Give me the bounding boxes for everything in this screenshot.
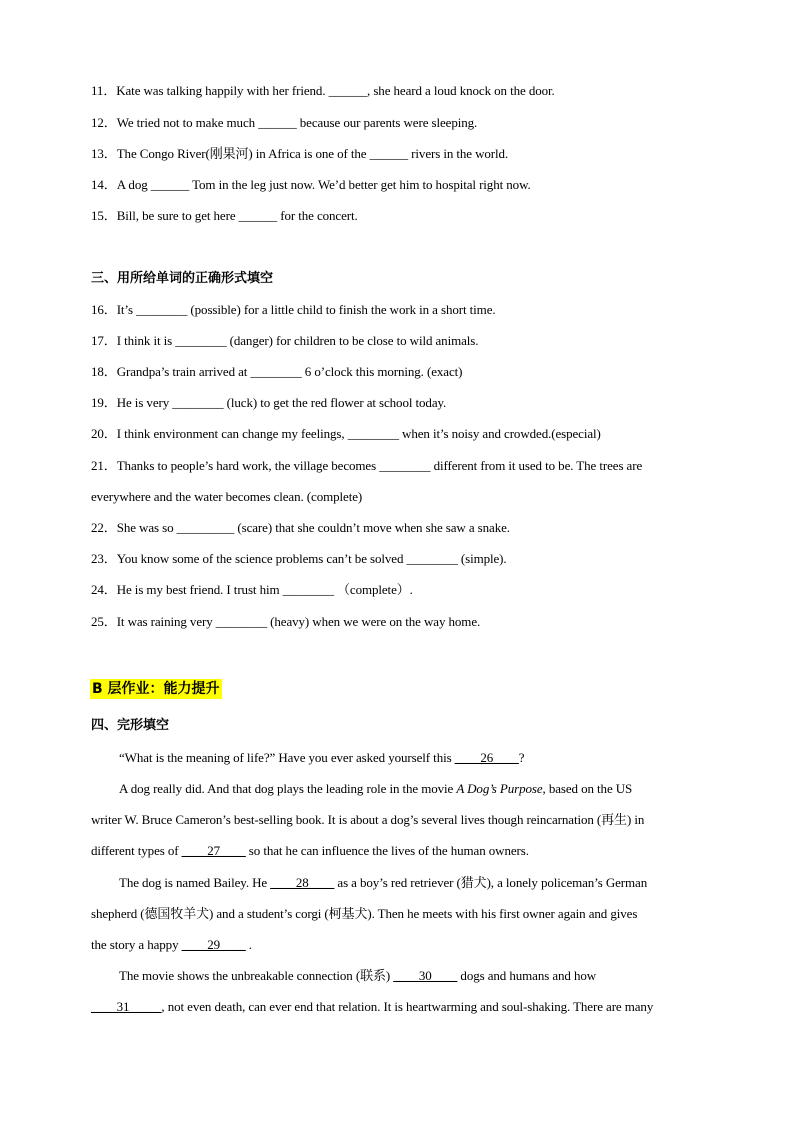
cloze-line-3: writer W. Bruce Cameron’s best-selling book. It is about a dog’s several lives though reincarnation (再生) in: [91, 812, 645, 827]
cloze-blank-26[interactable]: ____26____: [454, 750, 519, 765]
cloze-blank-30[interactable]: ____30____: [393, 968, 458, 983]
question-number: 14．: [91, 177, 117, 192]
level-b-title: B 层作业：能力提升: [92, 681, 220, 697]
question-number: 21．: [91, 458, 117, 473]
question-text: Tom in the leg just now. We’d better get him to hospital right now.: [189, 177, 531, 192]
question-text: (danger) for children to be close to wild animals.: [226, 333, 479, 348]
question-text: I think environment can change my feelings,: [116, 426, 348, 441]
question-number: 23．: [91, 551, 117, 566]
question-text: (heavy) when we were on the way home.: [267, 614, 481, 629]
question-text: (luck) to get the red flower at school today.: [223, 395, 447, 410]
question-number: 16．: [91, 302, 117, 317]
question-text: He is very: [116, 395, 173, 410]
answer-blank[interactable]: ________: [282, 582, 334, 597]
cloze-blank-28[interactable]: ____28____: [270, 875, 335, 890]
question-line: [91, 364, 462, 380]
question-number: 17．: [91, 333, 117, 348]
question-text: for the concert.: [277, 208, 358, 223]
answer-blank[interactable]: ______: [369, 146, 409, 161]
question-number: 11．: [91, 83, 117, 98]
cloze-blank-27[interactable]: ____27____: [181, 843, 246, 858]
cloze-line-7: the story a happy ____29____ .: [91, 937, 252, 952]
cloze-line-1: “What is the meaning of life?” Have you ever asked yourself this ____26____?: [119, 750, 525, 765]
answer-blank[interactable]: ________: [347, 426, 399, 441]
question-line: [91, 115, 477, 131]
question-number: 20．: [91, 426, 117, 441]
cloze-blank-29[interactable]: ____29____: [181, 937, 246, 952]
section-4-title: 四、完形填空: [91, 718, 170, 733]
question-line: [91, 302, 496, 318]
question-number: 15．: [91, 208, 117, 223]
answer-blank[interactable]: ______: [258, 115, 297, 130]
question-line: [91, 395, 446, 411]
answer-blank[interactable]: ________: [250, 364, 302, 379]
question-text: (scare) that she couldn’t move when she saw a snake.: [234, 520, 510, 535]
cloze-blank-31[interactable]: ____31_____: [91, 999, 162, 1014]
cloze-line-6: shepherd (德国牧羊犬) and a student’s corgi (柯基犬). Then he meets with his first owner again and gives: [91, 906, 638, 921]
question-text: different from it used to be. The trees are: [430, 458, 643, 473]
answer-blank[interactable]: _________: [176, 520, 235, 535]
question-text: (simple).: [457, 551, 507, 566]
answer-blank[interactable]: ________: [379, 458, 431, 473]
question-line: [91, 426, 601, 442]
question-line: [91, 208, 358, 224]
question-text: He is my best friend. I trust him: [116, 582, 283, 597]
answer-blank[interactable]: ________: [136, 302, 188, 317]
question-text: Bill, be sure to get here: [116, 208, 239, 223]
answer-blank[interactable]: ________: [215, 614, 267, 629]
movie-title: A Dog’s Purpose: [456, 781, 543, 796]
question-line: [91, 177, 531, 193]
question-text: because our parents were sleeping.: [296, 115, 478, 130]
question-text: everywhere and the water becomes clean. (complete): [91, 489, 363, 504]
question-text: （complete）.: [333, 582, 413, 597]
question-text: You know some of the science problems can’t be solved: [116, 551, 407, 566]
cloze-line-4: different types of ____27____ so that he can influence the lives of the human owners.: [91, 843, 529, 858]
question-text: Kate was talking happily with her friend.: [116, 83, 329, 98]
answer-blank[interactable]: ______: [238, 208, 278, 223]
cloze-line-8: The movie shows the unbreakable connection (联系) ____30____ dogs and humans and how: [119, 968, 597, 983]
question-text: Grandpa’s train arrived at: [116, 364, 251, 379]
question-line: [91, 520, 510, 536]
question-line: [91, 614, 480, 630]
question-text: I think it is: [116, 333, 176, 348]
question-text: rivers in the world.: [408, 146, 509, 161]
question-number: 12．: [91, 115, 117, 130]
question-text: , she heard a loud knock on the door.: [367, 83, 555, 98]
question-line: [91, 333, 478, 349]
question-text: (possible) for a little child to finish the work in a short time.: [187, 302, 496, 317]
question-line: [91, 582, 413, 598]
answer-blank[interactable]: ________: [175, 333, 227, 348]
question-text: She was so: [116, 520, 177, 535]
question-line: [91, 146, 508, 162]
question-text: It’s: [116, 302, 137, 317]
section-3-title: 三、用所给单词的正确形式填空: [91, 271, 274, 286]
question-text: 6 o’clock this morning. (exact): [301, 364, 463, 379]
question-number: 25．: [91, 614, 117, 629]
question-number: 13．: [91, 146, 117, 161]
question-text: when it’s noisy and crowded.(especial): [398, 426, 601, 441]
question-line: [91, 458, 642, 474]
question-text: We tried not to make much: [116, 115, 259, 130]
question-number: 22．: [91, 520, 117, 535]
question-text: A dog: [116, 177, 151, 192]
question-line: [91, 83, 555, 99]
question-number: 19．: [91, 395, 117, 410]
question-line: [91, 551, 507, 567]
question-text: It was raining very: [116, 614, 216, 629]
question-text: Thanks to people’s hard work, the village becomes: [116, 458, 380, 473]
cloze-line-9: ____31_____, not even death, can ever end that relation. It is heartwarming and soul-shaking. There are many: [91, 999, 654, 1014]
answer-blank[interactable]: ______: [328, 83, 368, 98]
question-number: 18．: [91, 364, 117, 379]
question-number: 24．: [91, 582, 117, 597]
cloze-line-5: The dog is named Bailey. He ____28____ as a boy’s red retriever (猎犬), a lonely policeman’s German: [119, 875, 648, 890]
cloze-line-2: A dog really did. And that dog plays the leading role in the movie A Dog’s Purpose, based on the US: [119, 781, 633, 796]
answer-blank[interactable]: ________: [406, 551, 458, 566]
answer-blank[interactable]: ________: [172, 395, 224, 410]
question-line: [91, 489, 362, 505]
question-text: The Congo River(刚果河) in Africa is one of the: [116, 146, 370, 161]
answer-blank[interactable]: ______: [150, 177, 190, 192]
